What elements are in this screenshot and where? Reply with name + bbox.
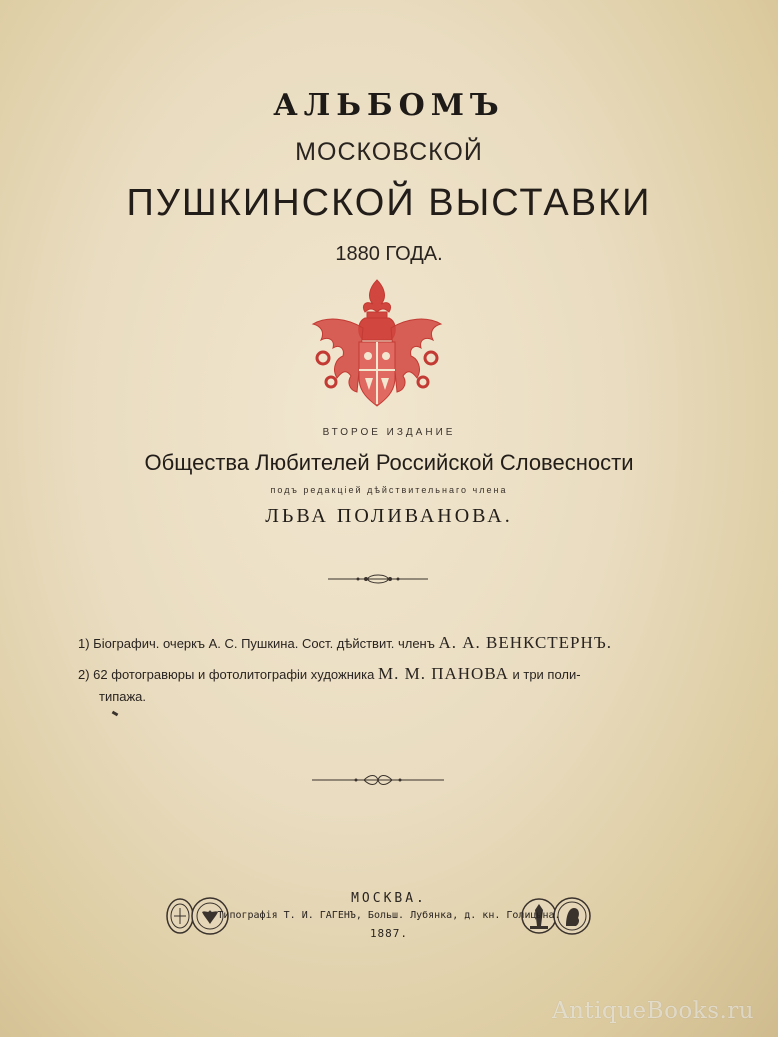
- coat-of-arms-icon: [307, 278, 447, 412]
- imprint-year: 1887.: [369, 927, 409, 940]
- list-item: [78, 633, 612, 653]
- year-line: 1880 ГОДА.: [335, 243, 443, 265]
- subtitle-moscow: МОСКОВСКОЙ: [295, 138, 483, 166]
- ornament-divider-icon: [312, 773, 444, 787]
- item2-artist: М. М. ПАНОВА: [377, 664, 509, 683]
- item2-text: 2) 62 фотогравюры и фотолитографіи художника: [78, 667, 375, 682]
- item1-text: 1) Біографич. очеркъ А. С. Пушкина. Сост. дѣйствит. членъ: [78, 636, 435, 651]
- editor-name: ЛЬВА ПОЛИВАНОВА.: [265, 505, 513, 527]
- ink-mark: [112, 711, 119, 717]
- imprint-printer: Типографія Т. И. ГАГЕНЪ, Больш. Лубянка, д. кн. Голицына.: [217, 910, 561, 921]
- watermark: AntiqueBooks.ru: [552, 998, 755, 1024]
- item2-suffix: и три поли-: [512, 667, 581, 682]
- editor-intro: подъ редакціей дѣйствительнаго члена: [270, 485, 508, 495]
- list-item: [78, 664, 581, 684]
- item1-author: А. А. ВЕНКСТЕРНЪ.: [438, 633, 613, 652]
- imprint-city: МОСКВА.: [351, 891, 427, 906]
- edition-label: ВТОРОЕ ИЗДАНИЕ: [322, 427, 456, 438]
- exhibition-title: ПУШКИНСКОЙ ВЫСТАВКИ: [126, 182, 652, 224]
- ornament-divider-icon: [328, 572, 428, 586]
- album-title: АЛЬБОМЪ: [273, 88, 505, 123]
- society-name: Общества Любителей Российской Словесности: [144, 450, 634, 475]
- list-item-continuation: типажа.: [99, 689, 147, 704]
